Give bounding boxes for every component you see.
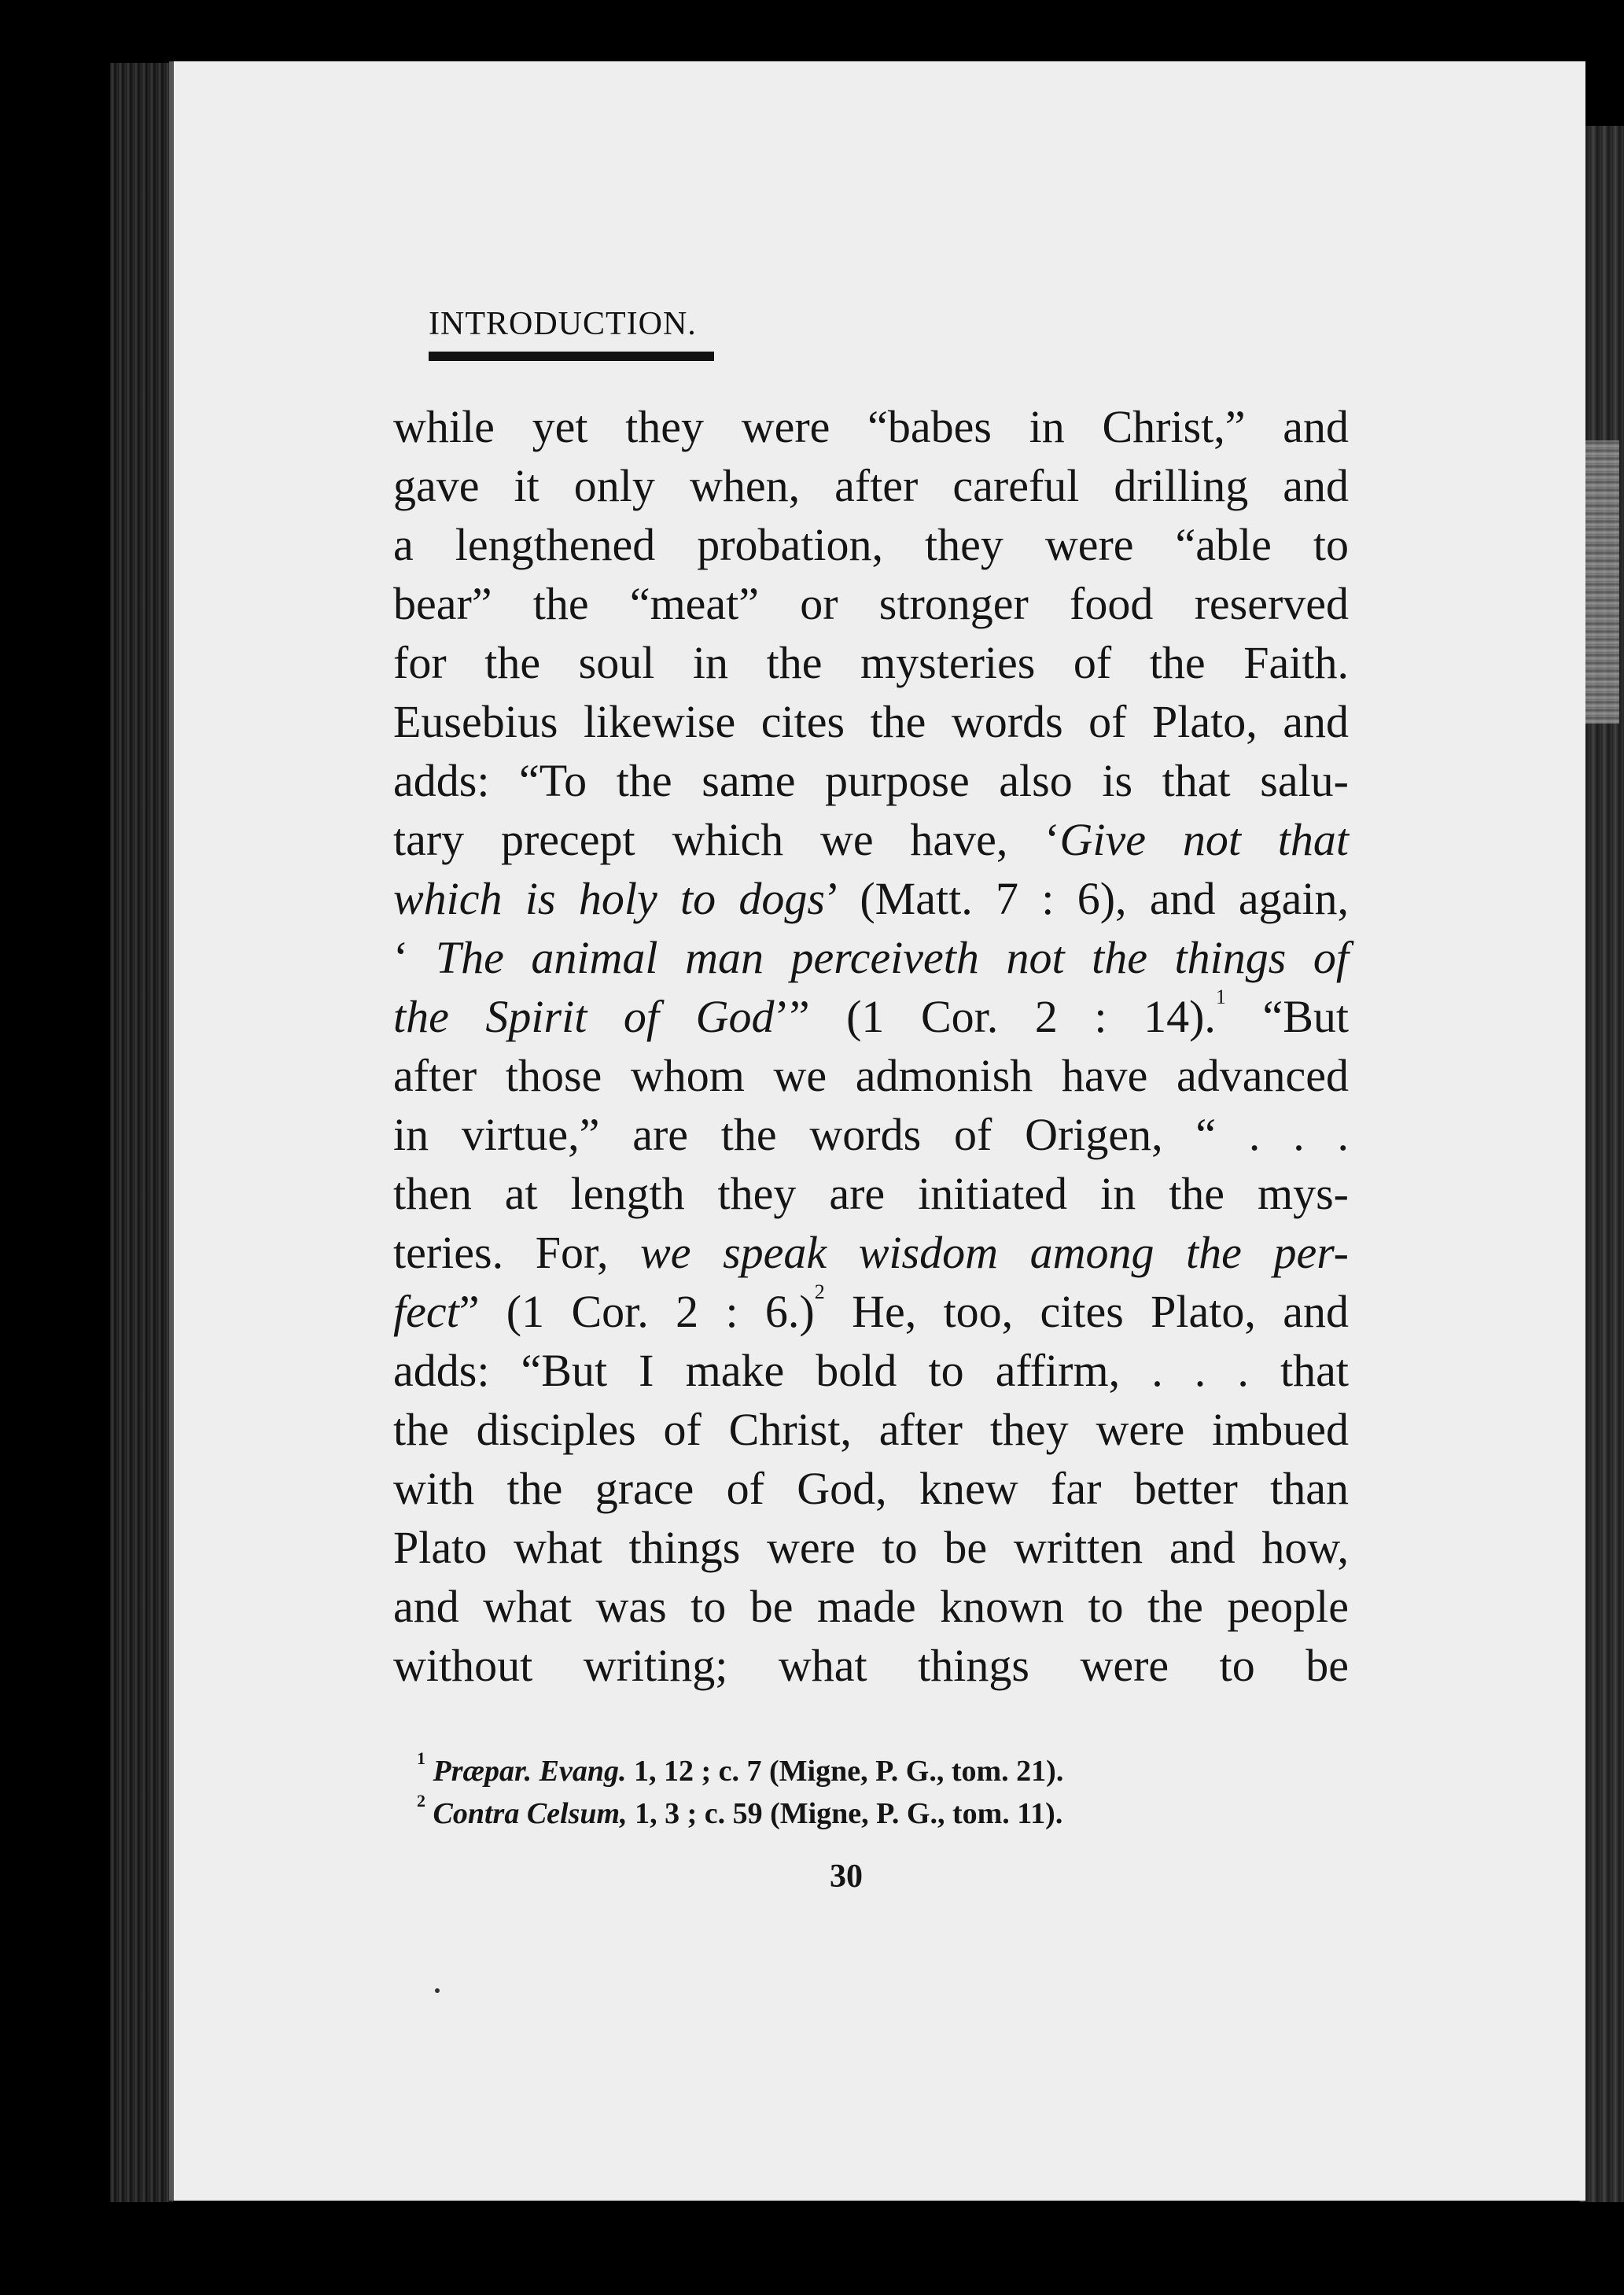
footnote-work-title: Contra Celsum, — [425, 1797, 628, 1830]
text-line — [393, 1459, 1349, 1518]
header-rule — [429, 352, 714, 361]
facing-page-edge — [1579, 126, 1624, 2202]
italic-text: The animal man perceiveth not the things of — [435, 932, 1349, 983]
italic-text: which is holy to dogs — [393, 873, 826, 924]
text-run: without writing; what things were to be — [393, 1640, 1349, 1691]
footnote — [417, 1750, 1282, 1792]
text-line — [393, 751, 1349, 810]
text-run: Eusebius likewise cites the words of Plato, and — [393, 696, 1349, 747]
text-run: teries. For, — [393, 1227, 641, 1278]
text-line — [393, 692, 1349, 751]
text-run: gave it only when, after careful drilling and — [393, 460, 1349, 511]
text-run: “But — [1225, 991, 1349, 1042]
text-line — [393, 1164, 1349, 1223]
text-run: while yet they were “babes in Christ,” and — [393, 401, 1349, 452]
text-run: the disciples of Christ, after they were imbued — [393, 1404, 1349, 1455]
running-header: INTRODUCTION. — [429, 306, 697, 342]
scan-speck — [435, 1988, 440, 1993]
text-run: ’” (1 Cor. 2 : 14). — [774, 991, 1216, 1042]
text-line — [393, 1223, 1349, 1282]
page-number: 30 — [830, 1858, 863, 1895]
text-line — [393, 1046, 1349, 1105]
text-line — [393, 1636, 1349, 1695]
text-line — [393, 1518, 1349, 1577]
footnote-reference: 1 — [1215, 985, 1226, 1008]
text-run: bear” the “meat” or stronger food reserved — [393, 578, 1349, 629]
text-run: and what was to be made known to the people — [393, 1581, 1349, 1632]
text-line — [393, 515, 1349, 574]
text-line — [393, 633, 1349, 692]
footnote — [417, 1792, 1282, 1835]
italic-text: fect — [393, 1286, 459, 1337]
text-run: ‘ — [393, 932, 436, 983]
text-run: adds: “But I make bold to affirm, . . . that — [393, 1345, 1349, 1396]
text-line — [393, 574, 1349, 633]
text-run: Plato what things were to be written and how, — [393, 1522, 1349, 1573]
page-edge-texture — [1584, 440, 1619, 724]
footnotes — [417, 1750, 1282, 1835]
text-line — [393, 1105, 1349, 1164]
body-text — [393, 397, 1349, 1695]
text-line — [393, 1282, 1349, 1341]
text-run: then at length they are initiated in the mys- — [393, 1168, 1349, 1219]
text-run: He, too, cites Plato, and — [824, 1286, 1349, 1337]
text-run: ’ (Matt. 7 : 6), and again, — [825, 873, 1350, 924]
text-line — [393, 928, 1349, 987]
text-line — [393, 1341, 1349, 1400]
text-run: after those whom we admonish have advanced — [393, 1050, 1349, 1101]
text-line — [393, 456, 1349, 515]
text-run: tary precept which we have, ‘ — [393, 814, 1060, 865]
text-line — [393, 810, 1349, 869]
text-run: with the grace of God, knew far better than — [393, 1463, 1349, 1514]
italic-text: Give not that — [1059, 814, 1349, 865]
footnote-reference: 2 — [814, 1280, 825, 1303]
text-run: in virtue,” are the words of Origen, “ . . . — [393, 1109, 1349, 1160]
text-run: ” (1 Cor. 2 : 6.) — [458, 1286, 815, 1337]
footnote-citation: 1, 3 ; c. 59 (Migne, P. G., tom. 11). — [627, 1797, 1063, 1830]
footnote-work-title: Præpar. Evang. — [425, 1755, 627, 1788]
text-line — [393, 1400, 1349, 1459]
text-line — [393, 1577, 1349, 1636]
footnote-mark: 2 — [417, 1791, 425, 1811]
italic-text: we speak wisdom among the per- — [640, 1227, 1349, 1278]
italic-text: the Spirit of God — [393, 991, 775, 1042]
text-run: a lengthened probation, they were “able to — [393, 519, 1349, 570]
book-spine-edge — [110, 63, 173, 2202]
text-line — [393, 397, 1349, 456]
footnote-mark: 1 — [417, 1748, 425, 1768]
text-run: adds: “To the same purpose also is that salu- — [393, 755, 1349, 806]
text-line — [393, 987, 1349, 1046]
text-run: for the soul in the mysteries of the Faith. — [393, 637, 1349, 688]
footnote-citation: 1, 12 ; c. 7 (Migne, P. G., tom. 21). — [626, 1755, 1064, 1788]
text-line — [393, 869, 1349, 928]
